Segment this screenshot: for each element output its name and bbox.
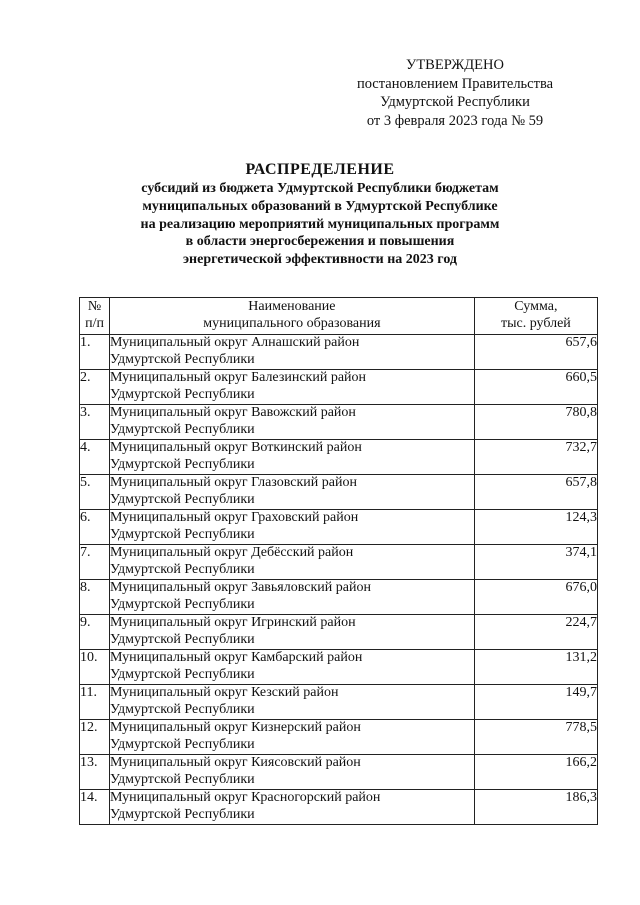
row-number: 8. xyxy=(80,580,110,615)
municipality-name xyxy=(110,545,475,580)
municipality-name-line: Удмуртской Республики xyxy=(110,666,255,682)
subsidy-amount: 131,2 xyxy=(474,650,597,685)
header-number: № п/п xyxy=(80,298,110,335)
approval-heading: УТВЕРЖДЕНО xyxy=(406,57,504,73)
header-sum: Сумма, тыс. рублей xyxy=(474,298,597,335)
municipality-name-line: Удмуртской Республики xyxy=(110,386,255,402)
approval-line: Удмуртской Республики xyxy=(380,94,530,110)
municipality-name-line: Удмуртской Республики xyxy=(110,561,255,577)
table-row xyxy=(80,650,598,685)
table-row xyxy=(80,510,598,545)
table-row xyxy=(80,405,598,440)
subsidy-amount: 149,7 xyxy=(474,685,597,720)
row-number: 4. xyxy=(80,440,110,475)
table-row xyxy=(80,370,598,405)
municipality-name xyxy=(110,580,475,615)
municipality-name xyxy=(110,475,475,510)
table-row xyxy=(80,790,598,825)
header-name: Наименование муниципального образования xyxy=(110,298,475,335)
municipality-name xyxy=(110,720,475,755)
row-number: 10. xyxy=(80,650,110,685)
municipality-name-line: Муниципальный округ Дебёсский район xyxy=(110,545,354,560)
table-header-row xyxy=(80,298,598,335)
municipality-name-line: Муниципальный округ Граховский район xyxy=(110,510,359,525)
document-title xyxy=(40,160,600,269)
table-row xyxy=(80,685,598,720)
municipality-name xyxy=(110,510,475,545)
subtitle-line: на реализацию мероприятий муниципальных программ xyxy=(140,216,500,232)
row-number: 1. xyxy=(80,335,110,370)
municipality-name-line: Удмуртской Республики xyxy=(110,806,255,822)
table-row xyxy=(80,440,598,475)
municipality-name-line: Муниципальный округ Воткинский район xyxy=(110,440,362,455)
municipality-name xyxy=(110,685,475,720)
municipality-name xyxy=(110,440,475,475)
municipality-name-line: Муниципальный округ Красногорский район xyxy=(110,790,381,805)
row-number: 11. xyxy=(80,685,110,720)
municipality-name-line: Удмуртской Республики xyxy=(110,526,255,542)
subtitle-line: энергетической эффективности на 2023 год xyxy=(183,252,457,268)
row-number: 3. xyxy=(80,405,110,440)
municipality-name-line: Удмуртской Республики xyxy=(110,631,255,647)
row-number: 5. xyxy=(80,475,110,510)
municipality-name-line: Удмуртской Республики xyxy=(110,736,255,752)
municipality-name-line: Удмуртской Республики xyxy=(110,596,255,612)
municipality-name xyxy=(110,790,475,825)
row-number: 6. xyxy=(80,510,110,545)
municipality-name-line: Удмуртской Республики xyxy=(110,351,255,367)
table-row xyxy=(80,335,598,370)
municipality-name xyxy=(110,650,475,685)
table-row xyxy=(80,615,598,650)
municipality-name-line: Муниципальный округ Игринский район xyxy=(110,615,356,630)
subsidy-amount: 778,5 xyxy=(474,720,597,755)
row-number: 14. xyxy=(80,790,110,825)
municipality-name-line: Удмуртской Республики xyxy=(110,701,255,717)
municipality-name xyxy=(110,615,475,650)
approval-date-line: от 3 февраля 2023 года № 59 xyxy=(366,112,544,129)
subtitle-line: в области энергосбережения и повышения xyxy=(185,234,455,250)
municipality-name-line: Муниципальный округ Кезский район xyxy=(110,685,339,700)
subtitle-line: муниципальных образований в Удмуртской Республике xyxy=(142,198,498,214)
row-number: 9. xyxy=(80,615,110,650)
subsidy-amount: 374,1 xyxy=(474,545,597,580)
table-body xyxy=(80,335,598,825)
municipality-name xyxy=(110,405,475,440)
table-row xyxy=(80,475,598,510)
subsidy-amount: 166,2 xyxy=(474,755,597,790)
subsidy-amount: 780,8 xyxy=(474,405,597,440)
municipality-name-line: Муниципальный округ Алнашский район xyxy=(110,335,360,350)
municipality-name-line: Муниципальный округ Балезинский район xyxy=(110,370,367,385)
municipality-name xyxy=(110,335,475,370)
municipality-name-line: Удмуртской Республики xyxy=(110,491,255,507)
municipality-name-line: Муниципальный округ Кизнерский район xyxy=(110,720,361,735)
title-subtitle xyxy=(40,180,600,269)
municipality-name xyxy=(110,755,475,790)
subtitle-line: субсидий из бюджета Удмуртской Республики бюджетам xyxy=(141,181,499,196)
table-row xyxy=(80,580,598,615)
municipality-name-line: Муниципальный округ Киясовский район xyxy=(110,755,361,770)
subsidy-amount: 224,7 xyxy=(474,615,597,650)
subsidy-amount: 124,3 xyxy=(474,510,597,545)
subsidy-amount: 732,7 xyxy=(474,440,597,475)
municipality-name xyxy=(110,370,475,405)
subsidy-amount: 660,5 xyxy=(474,370,597,405)
row-number: 7. xyxy=(80,545,110,580)
row-number: 13. xyxy=(80,755,110,790)
row-number: 12. xyxy=(80,720,110,755)
title-main: РАСПРЕДЕЛЕНИЕ xyxy=(245,161,395,178)
row-number: 2. xyxy=(80,370,110,405)
municipality-name-line: Удмуртской Республики xyxy=(110,456,255,472)
table-row xyxy=(80,755,598,790)
table-row xyxy=(80,545,598,580)
municipality-name-line: Удмуртской Республики xyxy=(110,771,255,787)
municipality-name-line: Муниципальный округ Камбарский район xyxy=(110,650,363,665)
municipality-name-line: Муниципальный округ Вавожский район xyxy=(110,405,356,420)
distribution-table xyxy=(79,297,598,825)
municipality-name-line: Муниципальный округ Глазовский район xyxy=(110,475,357,490)
municipality-name-line: Муниципальный округ Завьяловский район xyxy=(110,580,371,595)
subsidy-amount: 676,0 xyxy=(474,580,597,615)
table-row xyxy=(80,720,598,755)
approval-line: постановлением Правительства xyxy=(356,75,554,92)
subsidy-amount: 186,3 xyxy=(474,790,597,825)
subsidy-amount: 657,8 xyxy=(474,475,597,510)
subsidy-amount: 657,6 xyxy=(474,335,597,370)
approval-stamp xyxy=(330,56,580,130)
municipality-name-line: Удмуртской Республики xyxy=(110,421,255,437)
